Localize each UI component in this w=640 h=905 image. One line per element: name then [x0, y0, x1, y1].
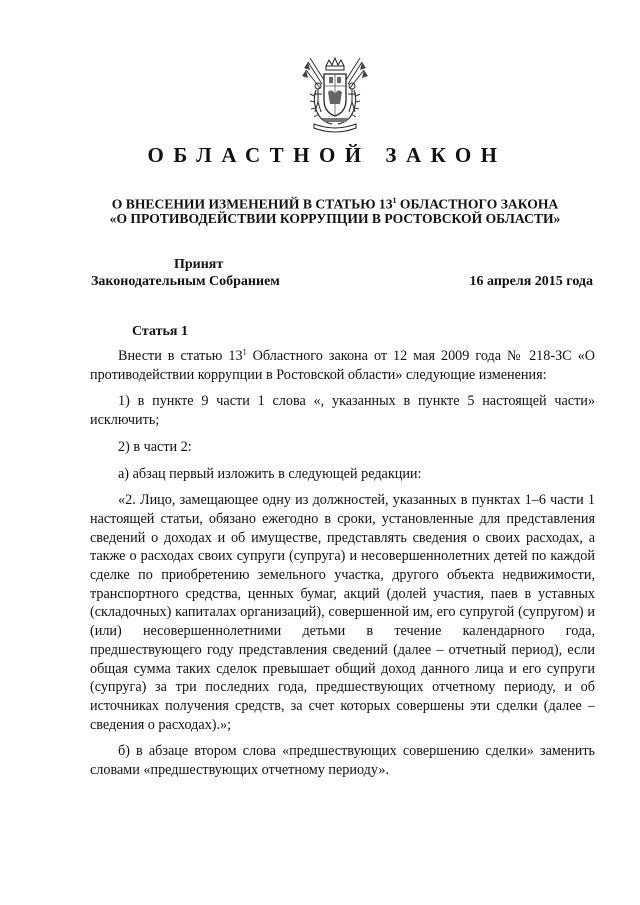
law-title-line-1-b: ОБЛАСТНОГО ЗАКОНА [396, 196, 559, 212]
adopted-label: Принят [174, 257, 224, 272]
quoted-text-paragraph: «2. Лицо, замещающее одну из должностей, указанных в пунктах 1–6 части 1 настоящей статьи, обязано ежегодно в сроки, установленные для представления сведений о доходах и об имуществе, представлять сведения о своих расходах, а также о расходах своих супруги (супруга) и несовершеннолетних детей по каждой сделке по приобретению земельного участка, другого объекта недвижимости, транспортного средства, ценных бумаг, акций (долей участия, паев в уставных (складочных) капиталах организаций), совершенной им, его супругой (супругом) и (или) несовершеннолетними детьми в течение календарного года, предшествующего году представления сведений (далее – отчетный период), если общая сумма таких сделок превышает общий доход данного лица и его супруги (супруга) за три последних года, предшествующих отчетному периоду, и об источниках получения средств, за счет которых совершены эти сделки (далее – сведения о расходах).»; [90, 492, 595, 733]
document-type-heading: ОБЛАСТНОЙ ЗАКОН [147, 143, 507, 167]
law-title-line-2: «О ПРОТИВОДЕЙСТВИИ КОРРУПЦИИ В РОСТОВСКОЙ ОБЛАСТИ» [109, 211, 561, 226]
adopted-by-label: Законодательным Собранием [91, 274, 280, 289]
coat-of-arms-icon [302, 56, 368, 136]
intro-superscript: 1 [242, 347, 247, 357]
adopted-date: 16 апреля 2015 года [469, 274, 593, 289]
article-body [90, 347, 595, 780]
law-title-line-1-a: О ВНЕСЕНИИ ИЗМЕНЕНИЙ В СТАТЬЮ 13 [111, 196, 393, 212]
item-2a-paragraph: а) абзац первый изложить в следующей редакции: [118, 465, 422, 482]
intro-text-b: Областного закона от 12 мая 2009 года № 218-ЗС «О противодействии коррупции в Ростовской области» следующие изменения: [90, 348, 595, 383]
intro-text-a: Внести в статью 13 [118, 348, 243, 364]
item-2b-paragraph: б) в абзаце втором слова «предшествующих совершению сделки» заменить словами «предшествующих отчетному периоду». [90, 743, 595, 779]
item-1-paragraph: 1) в пункте 9 части 1 слова «, указанных в пункте 5 настоящей части» исключить; [90, 393, 595, 429]
article-intro-paragraph [90, 347, 595, 384]
law-title-superscript: 1 [392, 196, 397, 205]
item-2-paragraph: 2) в части 2: [118, 438, 192, 455]
article-heading: Статья 1 [132, 324, 188, 339]
